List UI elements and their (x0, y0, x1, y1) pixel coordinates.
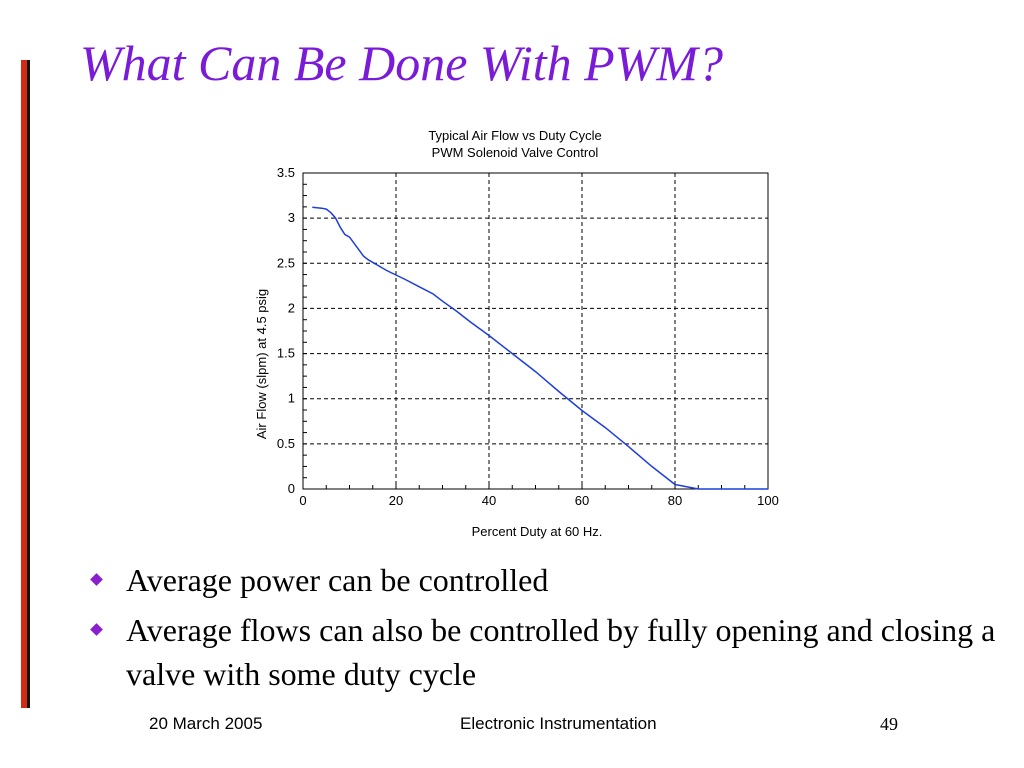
plot-frame (303, 173, 768, 489)
diamond-bullet-icon (90, 573, 103, 586)
y-tick-label: 1.5 (276, 345, 295, 361)
air-flow-chart (240, 118, 800, 548)
bullet-text: Average power can be controlled (126, 562, 549, 598)
chart-x-axis-label: Percent Duty at 60 Hz. (471, 524, 603, 539)
x-tick-label: 40 (481, 493, 497, 508)
y-tick-label: 3 (287, 210, 295, 226)
bullet-item (92, 558, 1002, 602)
bullet-item (92, 608, 1002, 696)
bullet-text: Average flows can also be controlled by fully opening and closing a valve with some duty cycle (126, 612, 996, 692)
y-tick-label: 3.5 (276, 165, 295, 180)
chart-title: Typical Air Flow vs Duty Cycle (428, 128, 602, 143)
footer-page-number: 49 (880, 714, 898, 734)
x-tick-label: 60 (574, 493, 590, 508)
x-tick-label: 80 (667, 493, 683, 508)
accent-bar-black (27, 60, 30, 708)
slide-title: What Can Be Done With PWM? (80, 35, 723, 91)
footer-date: 20 March 2005 (149, 714, 263, 733)
series-line-air-flow (312, 207, 768, 489)
x-tick-label: 100 (757, 493, 779, 508)
footer-course-title: Electronic Instrumentation (460, 714, 657, 733)
y-tick-label: 0 (287, 481, 295, 496)
chart-subtitle: PWM Solenoid Valve Control (431, 145, 599, 160)
chart-y-axis-label: Air Flow (slpm) at 4.5 psig (254, 288, 269, 440)
diamond-bullet-icon (90, 623, 103, 636)
y-tick-label: 0.5 (276, 435, 295, 451)
y-tick-label: 2 (287, 300, 295, 316)
bullet-list (92, 558, 1002, 702)
x-tick-label: 20 (388, 493, 404, 508)
y-tick-label: 1 (287, 390, 295, 406)
chart-container (240, 118, 800, 548)
x-tick-label: 0 (299, 493, 307, 508)
y-tick-label: 2.5 (276, 255, 295, 271)
